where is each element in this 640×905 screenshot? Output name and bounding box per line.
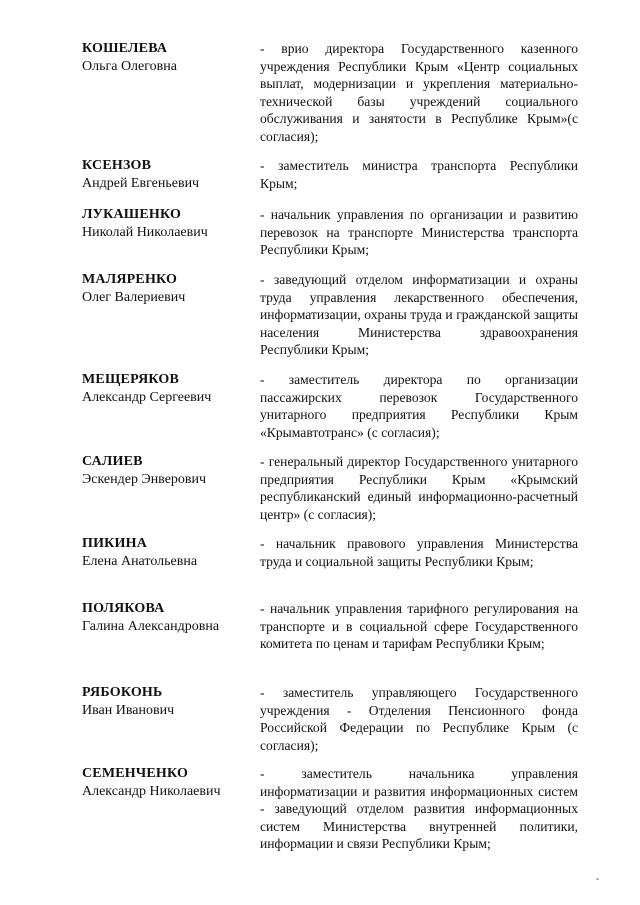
member-name <box>82 535 260 570</box>
member-given-name: Галина Александровна <box>82 618 220 634</box>
member-surname: РЯБОКОНЬ <box>82 685 163 700</box>
member-position: - врио директора Государственного казенного учреждения Республики Крым «Центр социальных выплат, модернизации и укрепления материально-технической базы учреждений социального обслуживания и занятости в Республике Крым»(с согласия); <box>260 41 578 144</box>
member-name <box>82 371 260 441</box>
member-entry <box>82 453 578 523</box>
member-position: - генеральный директор Государственного унитарного предприятия Республики Крым «Крымский республиканский единый информационно-расчетный центр» (с согласия); <box>260 454 578 522</box>
member-position: - заместитель управляющего Государственного учреждения - Отделения Пенсионного фонда Российской Федерации по Республике Крым (с согласия); <box>260 685 578 753</box>
member-given-name: Олег Валериевич <box>82 289 186 305</box>
member-entry <box>82 684 578 754</box>
member-position: - заведующий отделом информатизации и охраны труда управления лекарственного обеспечения, информатизации, охраны труда и гражданской защиты населения Министерства здравоохранения Республики Крым; <box>260 272 578 357</box>
member-name <box>82 765 260 853</box>
member-entry <box>82 371 578 441</box>
scan-speck <box>596 878 599 880</box>
member-given-name: Александр Николаевич <box>82 783 221 799</box>
member-surname: КОШЕЛЕВА <box>82 41 168 56</box>
member-surname: ПИКИНА <box>82 536 148 551</box>
member-name <box>82 684 260 754</box>
member-name <box>82 600 260 653</box>
member-position: - начальник управления по организации и развитию перевозок на транспорте Министерства транспорта Республики Крым; <box>260 207 578 257</box>
member-name <box>82 271 260 359</box>
member-surname: СЕМЕНЧЕНКО <box>82 766 189 781</box>
member-position: - начальник правового управления Министерства труда и социальной защиты Республики Крым; <box>260 536 578 569</box>
member-surname: МАЛЯРЕНКО <box>82 272 178 287</box>
member-position: - заместитель министра транспорта Республики Крым; <box>260 158 578 191</box>
member-surname: ПОЛЯКОВА <box>82 601 165 616</box>
member-name <box>82 40 260 145</box>
member-entry <box>82 271 578 359</box>
member-entry <box>82 40 578 145</box>
member-surname: ЛУКАШЕНКО <box>82 207 182 222</box>
member-name <box>82 157 260 192</box>
member-given-name: Иван Иванович <box>82 702 175 718</box>
member-given-name: Николай Николаевич <box>82 224 208 240</box>
member-entry <box>82 535 578 570</box>
member-given-name: Эскендер Энверович <box>82 471 207 487</box>
member-entry <box>82 600 578 653</box>
member-entry <box>82 157 578 192</box>
member-given-name: Андрей Евгеньевич <box>82 175 200 191</box>
member-surname: КСЕНЗОВ <box>82 158 152 173</box>
member-position: - заместитель директора по организации пассажирских перевозок Государственного унитарного предприятия Республики Крым «Крымавтотранс» (с согласия); <box>260 372 578 440</box>
member-entry <box>82 765 578 853</box>
member-given-name: Ольга Олеговна <box>82 58 177 74</box>
member-given-name: Александр Сергеевич <box>82 389 212 405</box>
member-given-name: Елена Анатольевна <box>82 553 198 569</box>
member-name <box>82 206 260 259</box>
member-name <box>82 453 260 523</box>
member-position: - заместитель начальника управления информатизации и развития информационных систем - заведующий отделом развития информационных систем Министерства внутренней политики, информации и связи Республики Крым; <box>260 766 578 851</box>
member-surname: САЛИЕВ <box>82 454 143 469</box>
member-surname: МЕЩЕРЯКОВ <box>82 372 180 387</box>
member-entry <box>82 206 578 259</box>
member-position: - начальник управления тарифного регулирования на транспорте и в социальной сфере Государственного комитета по ценам и тарифам Республики Крым; <box>260 601 578 651</box>
